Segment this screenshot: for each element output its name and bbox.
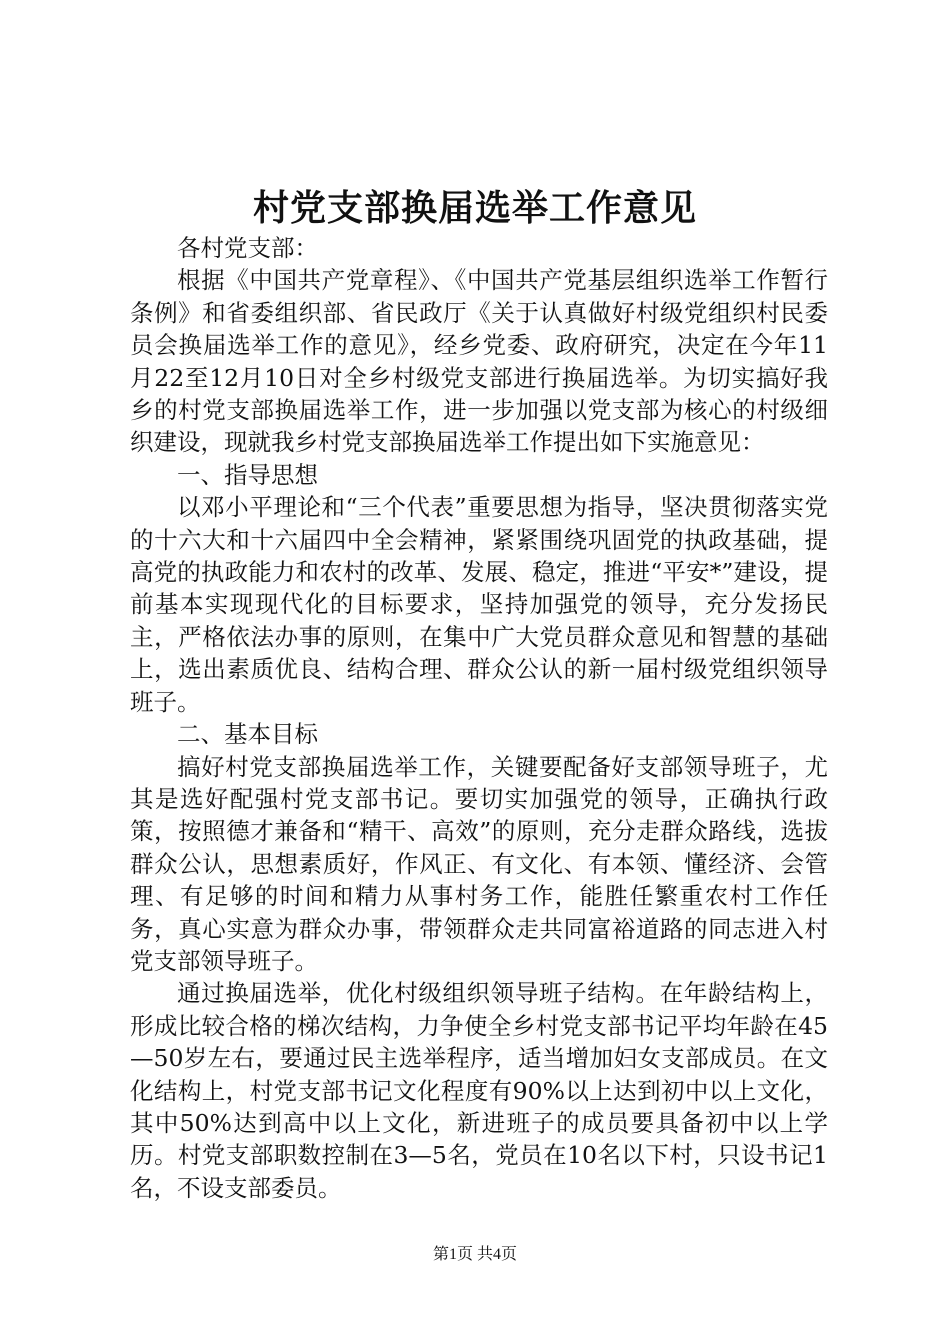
basic-goals-paragraph: 搞好村党支部换届选举工作，关键要配备好支部领导班子，尤其是选好配强村党支部书记。要切实加强党的领导，正确执行政策，按照德才兼备和“精干、高效”的原则，充分走群众路线，选拔群众公认，思想素质好，作风正、有文化、有本领、懂经济、会管理、有足够的时间和精力从事村务工作，能胜任繁重农村工作任务，真心实意为群众办事，带领群众走共同富裕道路的同志进入村党支部领导班子。 <box>130 752 828 975</box>
page-footer: 第1页 共4页 <box>432 1246 517 1263</box>
intro-paragraph: 根据《中国共产党章程》、《中国共产党基层组织选举工作暂行条例》和省委组织部、省民政厅《关于认真做好村级党组织村民委员会换届选举工作的意见》，经乡党委、政府研究，决定在今年11月22至12月10日对全乡村级党支部进行换届选举。为切实搞好我乡的村党支部换届选举工作，进一步加强以党支部为核心的村级细织建设，现就我乡村党支部换届选举工作提出如下实施意见： <box>130 266 828 457</box>
section-heading-guiding-thought: 一、指导思想 <box>177 460 318 489</box>
salutation: 各村党支部： <box>177 234 318 262</box>
document-title: 村党支部换届选举工作意见 <box>252 187 697 229</box>
structure-paragraph: 通过换届选举，优化村级组织领导班子结构。在年龄结构上，形成比较合格的梯次结构，力争使全乡村党支部书记平均年龄在45—50岁左右，要通过民主选举程序，适当增加妇女支部成员。在文化结构上，村党支部书记文化程度有90%以上达到初中以上文化，其中50%达到高中以上文化，新进班子的成员要具备初中以上学历。村党支部职数控制在3—5名，党员在10名以下村，只设书记1名，不设支部委员。 <box>130 979 828 1202</box>
guiding-thought-paragraph: 以邓小平理论和“三个代表”重要思想为指导，坚决贯彻落实党的十六大和十六届四中全会精神，紧紧围绕巩固党的执政基础，提高党的执政能力和农村的改革、发展、稳定，推进“平安*”建设，提前基本实现现代化的目标要求，坚持加强党的领导，充分发扬民主，严格依法办事的原则，在集中广大党员群众意见和智慧的基础上，选出素质优良、结构合理、群众公认的新一届村级党组织领导班子。 <box>130 493 828 716</box>
document-body <box>130 232 828 1204</box>
section-heading-basic-goals: 二、基本目标 <box>177 720 318 749</box>
